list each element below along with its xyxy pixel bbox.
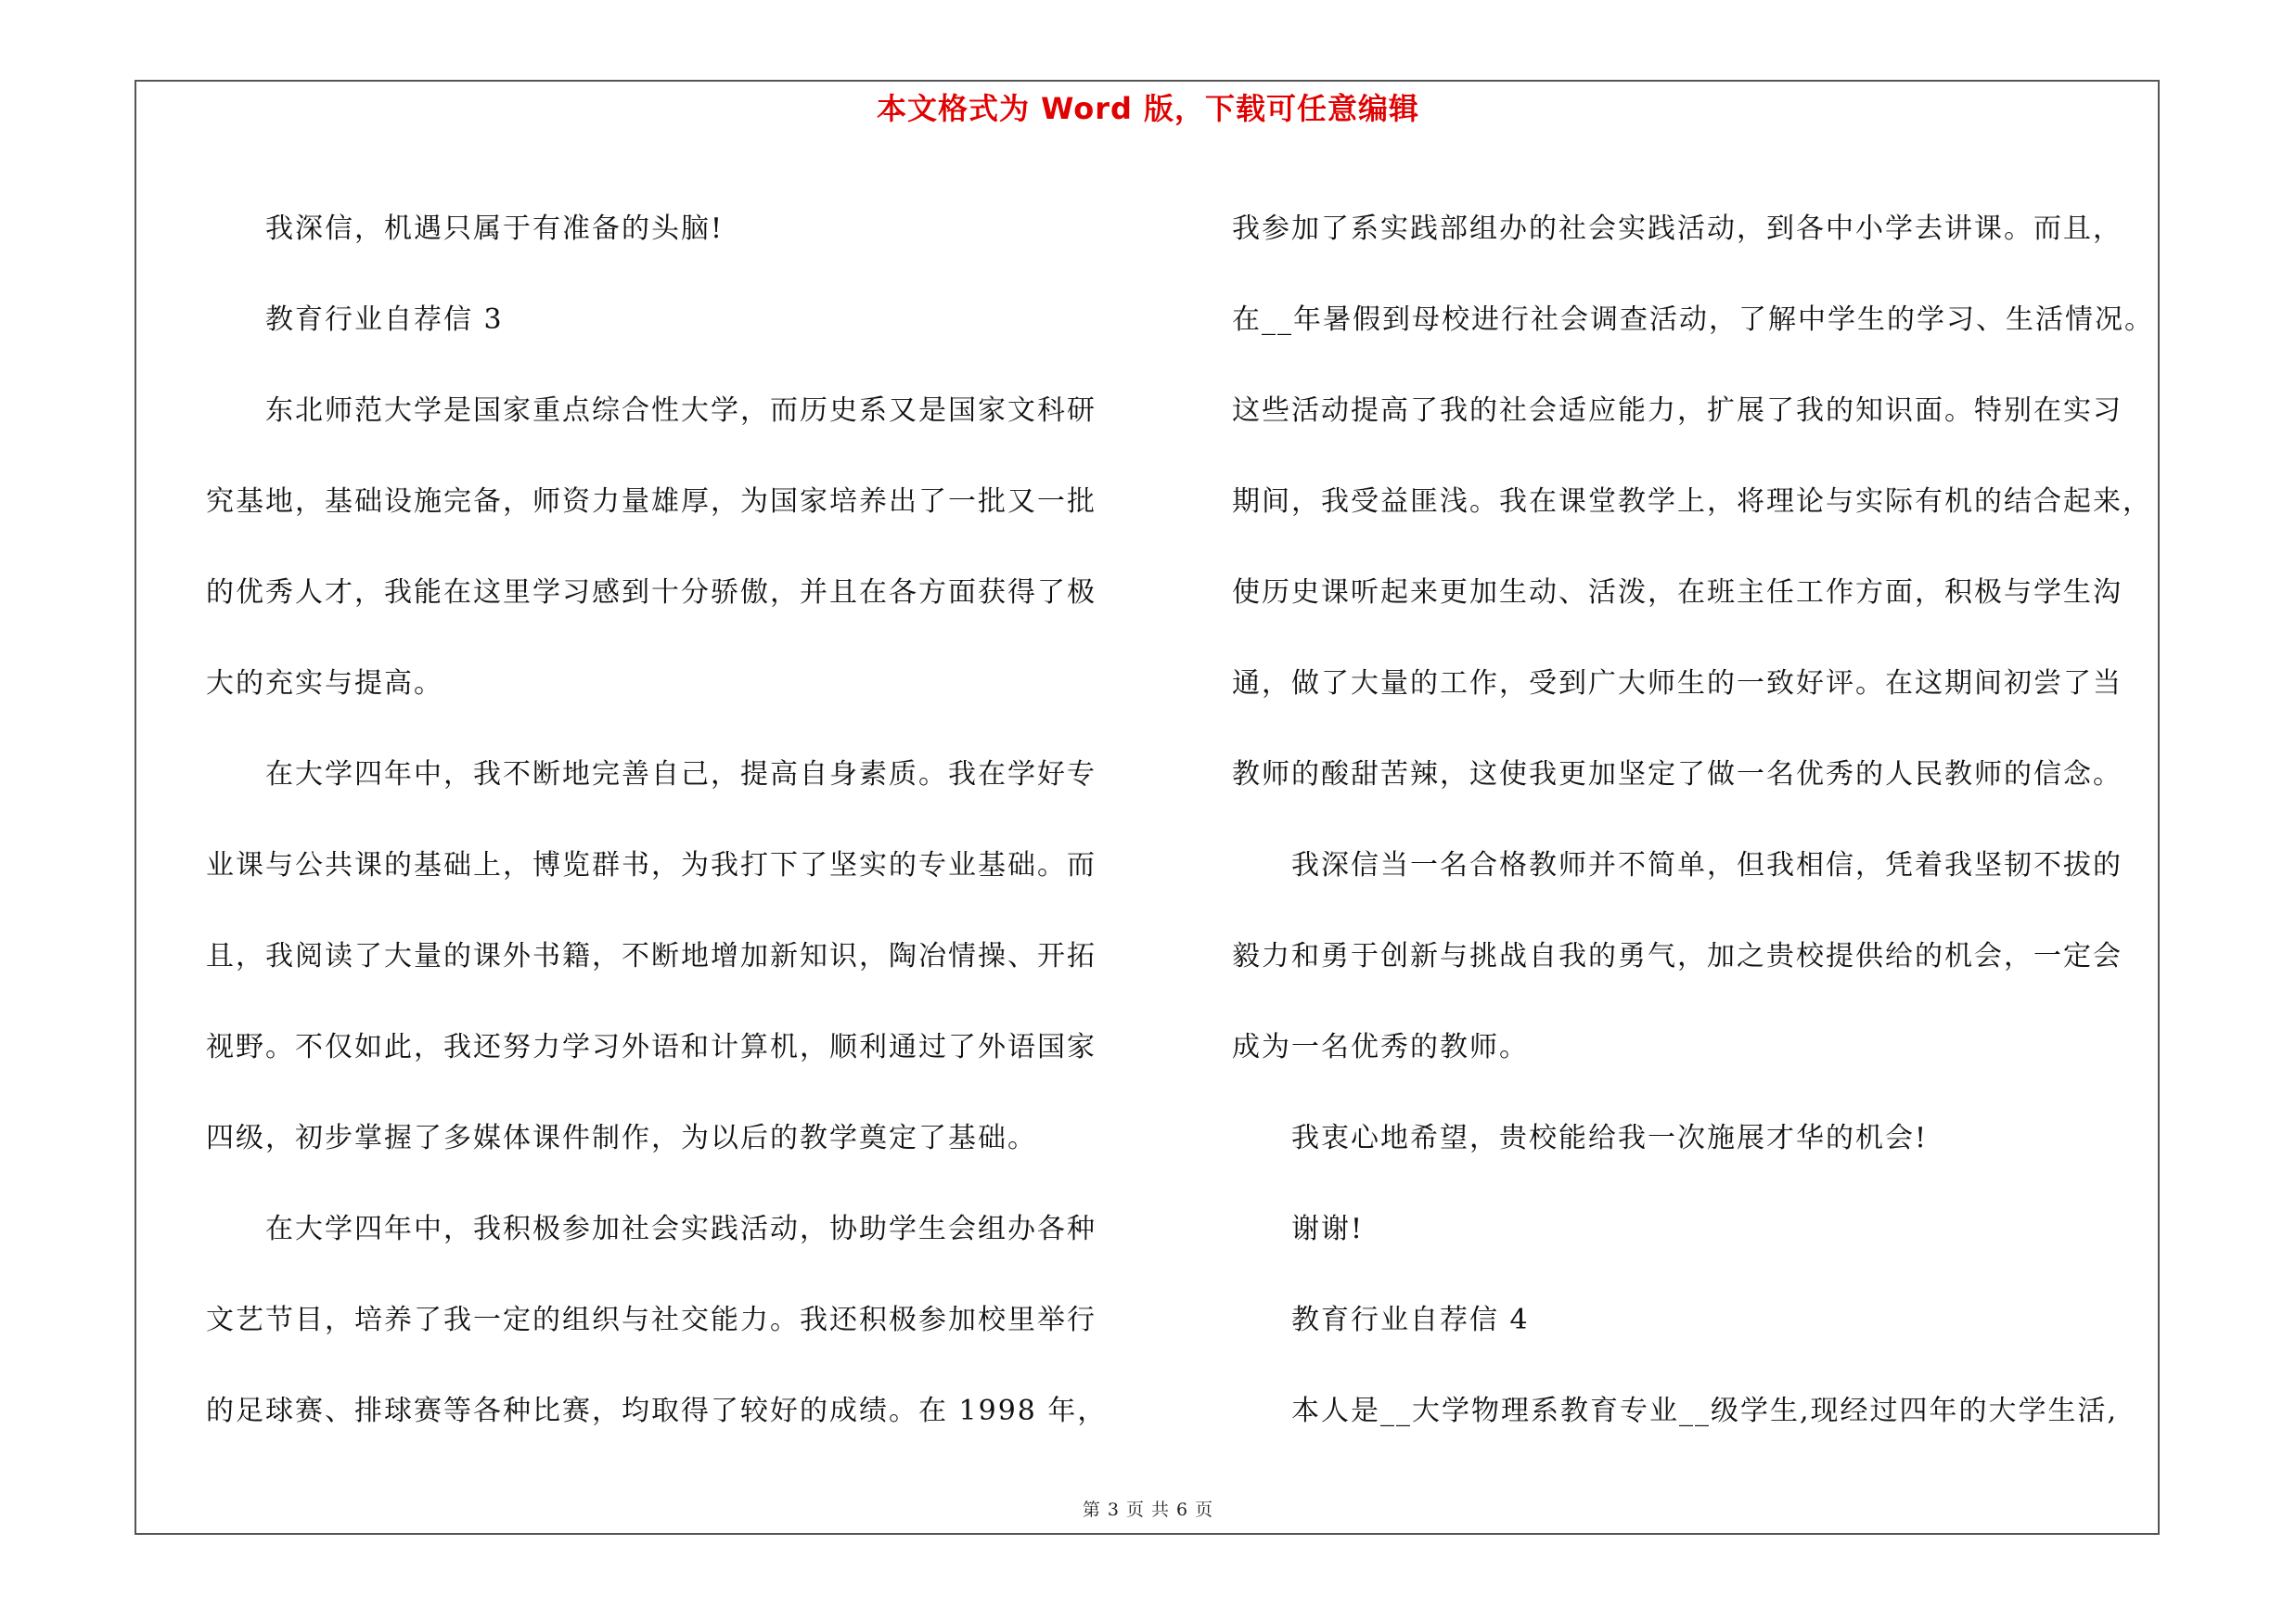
text-line: 在大学四年中，我不断地完善自己，提高自身素质。我在学好专 — [265, 758, 1097, 791]
text-line: 的足球赛、排球赛等各种比赛，均取得了较好的成绩。在 1998 年， — [206, 1395, 1108, 1427]
text-line: 谢谢! — [1291, 1213, 1365, 1245]
text-line: 视野。不仅如此，我还努力学习外语和计算机，顺利通过了外语国家 — [206, 1031, 1097, 1063]
left-column — [206, 184, 1124, 1457]
text-line: 业课与公共课的基础上，博览群书，为我打下了坚实的专业基础。而 — [206, 849, 1097, 882]
text-line: 我衷心地希望，贵校能给我一次施展才华的机会! — [1291, 1122, 1929, 1154]
page-number-footer: 第 3 页 共 6 页 — [1082, 1500, 1214, 1520]
text-line: 四级，初步掌握了多媒体课件制作，为以后的教学奠定了基础。 — [206, 1122, 1037, 1154]
header-banner: 本文格式为 Word 版，下载可任意编辑 — [876, 91, 1420, 126]
text-line: 本人是__大学物理系教育专业__级学生,现经过四年的大学生活, — [1291, 1395, 2119, 1427]
text-line: 使历史课听起来更加生动、活泼，在班主任工作方面，积极与学生沟 — [1232, 576, 2123, 609]
text-line: 究基地，基础设施完备，师资力量雄厚，为国家培养出了一批又一批 — [206, 485, 1097, 518]
text-line: 我深信当一名合格教师并不简单，但我相信，凭着我坚韧不拔的 — [1291, 849, 2123, 882]
section-heading: 教育行业自荐信 3 — [265, 303, 504, 336]
text-line: 在大学四年中，我积极参加社会实践活动，协助学生会组办各种 — [265, 1213, 1097, 1245]
text-line: 教师的酸甜苦辣，这使我更加坚定了做一名优秀的人民教师的信念。 — [1232, 758, 2123, 791]
text-line: 大的充实与提高。 — [206, 667, 443, 700]
text-line: 东北师范大学是国家重点综合性大学，而历史系又是国家文科研 — [265, 394, 1097, 427]
text-line: 通，做了大量的工作，受到广大师生的一致好评。在这期间初尝了当 — [1232, 667, 2123, 700]
text-line: 毅力和勇于创新与挑战自我的勇气，加之贵校提供给的机会，一定会 — [1232, 940, 2123, 973]
text-line: 我深信，机遇只属于有准备的头脑! — [265, 213, 725, 245]
text-line: 期间，我受益匪浅。我在课堂教学上，将理论与实际有机的结合起来， — [1232, 485, 2152, 518]
text-line: 我参加了系实践部组办的社会实践活动，到各中小学去讲课。而且， — [1232, 213, 2123, 245]
text-line: 的优秀人才，我能在这里学习感到十分骄傲，并且在各方面获得了极 — [206, 576, 1097, 609]
text-line: 成为一名优秀的教师。 — [1232, 1031, 1529, 1063]
text-line: 这些活动提高了我的社会适应能力，扩展了我的知识面。特别在实习 — [1232, 394, 2123, 427]
right-column — [1232, 184, 2174, 1457]
text-line: 文艺节目，培养了我一定的组织与社交能力。我还积极参加校里举行 — [206, 1304, 1097, 1336]
section-heading: 教育行业自荐信 4 — [1291, 1304, 1530, 1336]
text-line: 且，我阅读了大量的课外书籍，不断地增加新知识，陶冶情操、开拓 — [206, 940, 1097, 973]
text-line: 在__年暑假到母校进行社会调查活动，了解中学生的学习、生活情况。 — [1232, 303, 2154, 336]
